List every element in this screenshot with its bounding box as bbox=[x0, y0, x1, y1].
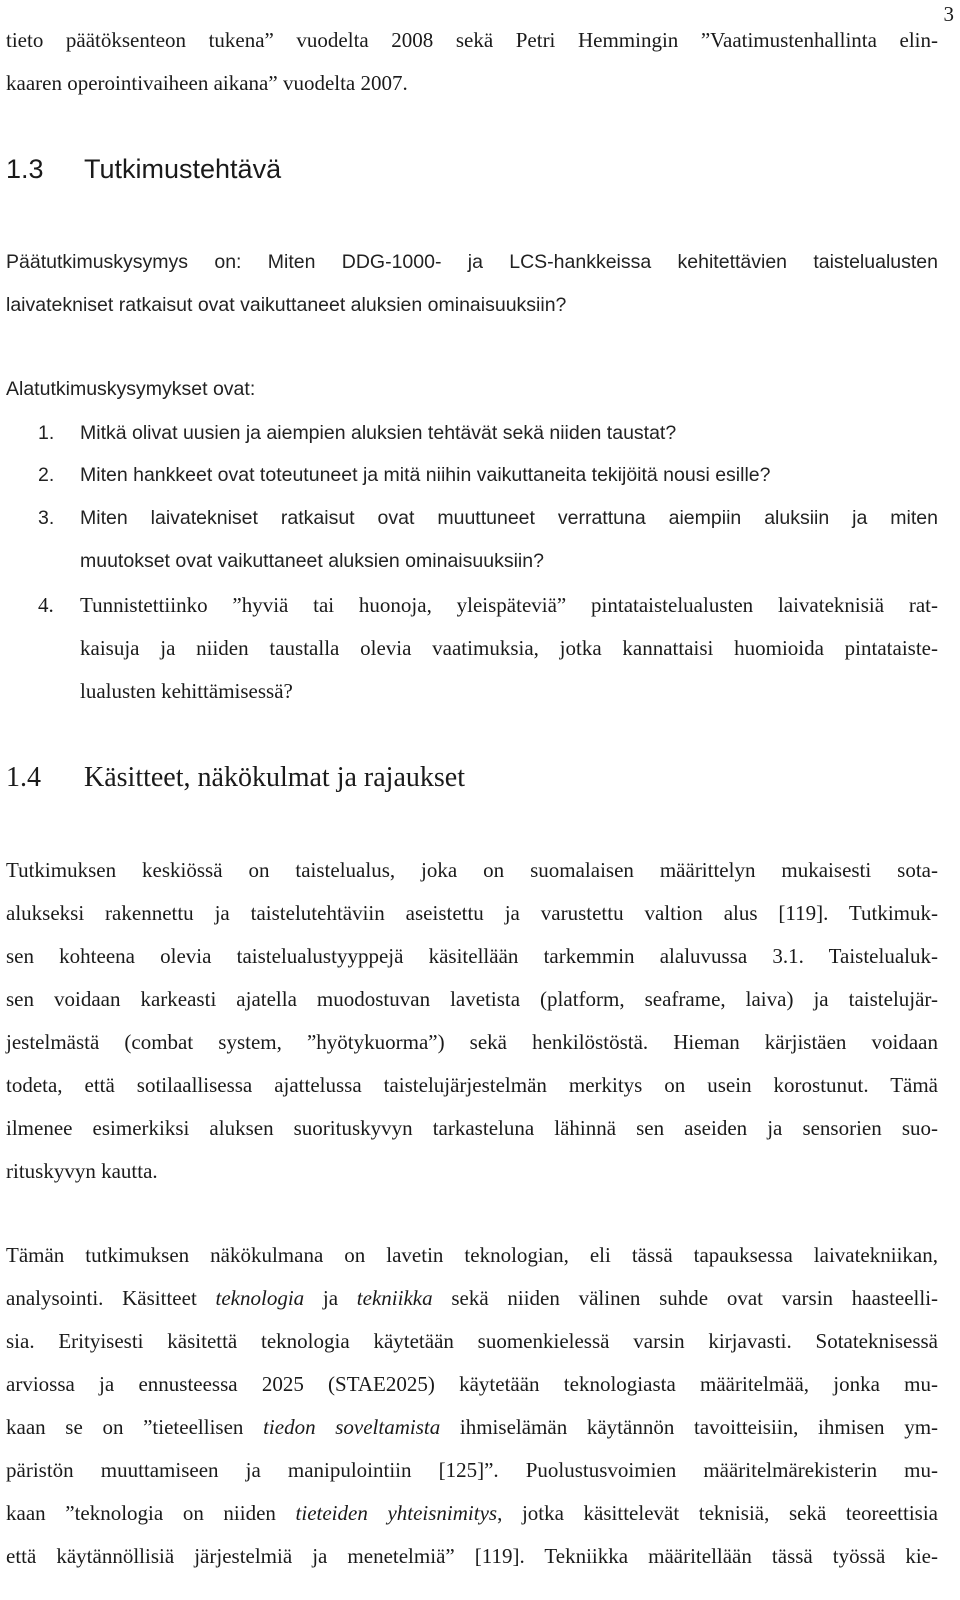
subquestions-label: Alatutkimuskysymykset ovat: bbox=[6, 378, 256, 400]
paragraph-line: päristön muuttamiseen ja manipulointiin [125]”. Puolustusvoimien määritelmärekisterin mu- bbox=[6, 1458, 938, 1482]
list-item-number: 3. bbox=[38, 507, 55, 529]
paragraph-line: Tämän tutkimuksen näkökulmana on lavetin teknologian, eli tässä tapauksessa laivatekniikan, bbox=[6, 1243, 938, 1267]
paragraph-line: jestelmästä (combat system, ”hyötykuorma”) sekä henkilöstöstä. Hieman kärjistäen voidaan bbox=[6, 1030, 938, 1054]
paragraph-line: todeta, että sotilaallisessa ajattelussa taistelujärjestelmän merkitys on usein korostunut. Tämä bbox=[6, 1073, 938, 1097]
paragraph-line: ilmenee esimerkiksi aluksen suorituskyvyn tarkasteluna lähinnä sen aseiden ja sensorien suo- bbox=[6, 1116, 938, 1140]
paragraph-line: sen kohteena olevia taistelualustyyppejä käsitellään tarkemmin alaluvussa 3.1. Taistelualuk- bbox=[6, 944, 938, 968]
section-number: 1.4 bbox=[6, 762, 41, 793]
paragraph-line: että käytännöllisiä järjestelmiä ja menetelmiä” [119]. Tekniikka määritellään tässä työssä kie- bbox=[6, 1544, 938, 1568]
section-title: Tutkimustehtävä bbox=[84, 154, 282, 184]
list-item-text: muutokset ovat vaikuttaneet aluksien ominaisuuksiin? bbox=[80, 550, 544, 572]
list-item-text: Miten hankkeet ovat toteutuneet ja mitä niihin vaikuttaneita tekijöitä nousi esille? bbox=[80, 464, 771, 486]
term-tieteiden-yhteisnimitys: tieteiden yhteisnimitys bbox=[295, 1501, 498, 1525]
paragraph-line: alukseksi rakennettu ja taistelutehtäviin aseistettu ja varustettu valtion alus [119]. Tutkimuk- bbox=[6, 901, 938, 925]
paragraph-line: rituskyvyn kautta. bbox=[6, 1159, 158, 1183]
list-item-text: Mitkä olivat uusien ja aiempien aluksien tehtävät sekä niiden taustat? bbox=[80, 422, 677, 444]
paragraph-line: sia. Erityisesti käsitettä teknologia käytetään suomenkielessä varsin kirjavasti. Sotateknisessä bbox=[6, 1329, 938, 1353]
list-item-text: kaisuja ja niiden taustalla olevia vaatimuksia, jotka kannattaisi huomioida pintataiste- bbox=[80, 636, 938, 660]
paragraph-line: kaan ”teknologia on niiden tieteiden yhteisnimitys, jotka käsittelevät teknisiä, sekä teoreettisia bbox=[6, 1501, 938, 1525]
term-tiedon-soveltamista: tiedon soveltamista bbox=[263, 1415, 441, 1439]
list-item-number: 2. bbox=[38, 464, 55, 486]
list-item-text: lualusten kehittämisessä? bbox=[80, 679, 293, 703]
page-number: 3 bbox=[943, 2, 954, 26]
main-question-line-2: laivatekniset ratkaisut ovat vaikuttaneet aluksien ominaisuuksiin? bbox=[6, 294, 567, 316]
list-item-number: 1. bbox=[38, 422, 55, 444]
paragraph-line: analysointi. Käsitteet teknologia ja tekniikka sekä niiden välinen suhde ovat varsin haasteelli- bbox=[6, 1286, 939, 1310]
intro-line-2: kaaren operointivaiheen aikana” vuodelta 2007. bbox=[6, 71, 408, 95]
list-item-text: Tunnistettiinko ”hyviä tai huonoja, yleispäteviä” pintataistelualusten laivateknisiä rat- bbox=[80, 593, 938, 617]
main-question-line-1: Päätutkimuskysymys on: Miten DDG-1000- ja LCS-hankkeissa kehitettävien taistelualusten bbox=[6, 251, 938, 273]
intro-line-1: tieto päätöksenteon tukena” vuodelta 2008 sekä Petri Hemmingin ”Vaatimustenhallinta elin- bbox=[6, 28, 938, 52]
paragraph-line: arviossa ja ennusteessa 2025 (STAE2025) käytetään teknologiasta määritelmää, jonka mu- bbox=[6, 1372, 938, 1396]
paragraph-line: Tutkimuksen keskiössä on taistelualus, joka on suomalaisen määrittelyn mukaisesti sota- bbox=[6, 858, 938, 882]
term-teknologia: teknologia bbox=[215, 1286, 305, 1310]
section-number: 1.3 bbox=[6, 154, 44, 184]
section-title: Käsitteet, näkökulmat ja rajaukset bbox=[84, 762, 465, 793]
paragraph-line: sen voidaan karkeasti ajatella muodostuvan lavetista (platform, seaframe, laiva) ja taistelujär- bbox=[6, 987, 938, 1011]
list-item-number: 4. bbox=[38, 593, 54, 617]
paragraph-line: kaan se on ”tieteellisen tiedon soveltamista ihmiselämän käytännön tavoitteisiin, ihmisen ym- bbox=[6, 1415, 939, 1439]
term-tekniikka: tekniikka bbox=[356, 1286, 433, 1310]
list-item-text: Miten laivatekniset ratkaisut ovat muuttuneet verrattuna aiempiin aluksiin ja miten bbox=[80, 507, 938, 529]
